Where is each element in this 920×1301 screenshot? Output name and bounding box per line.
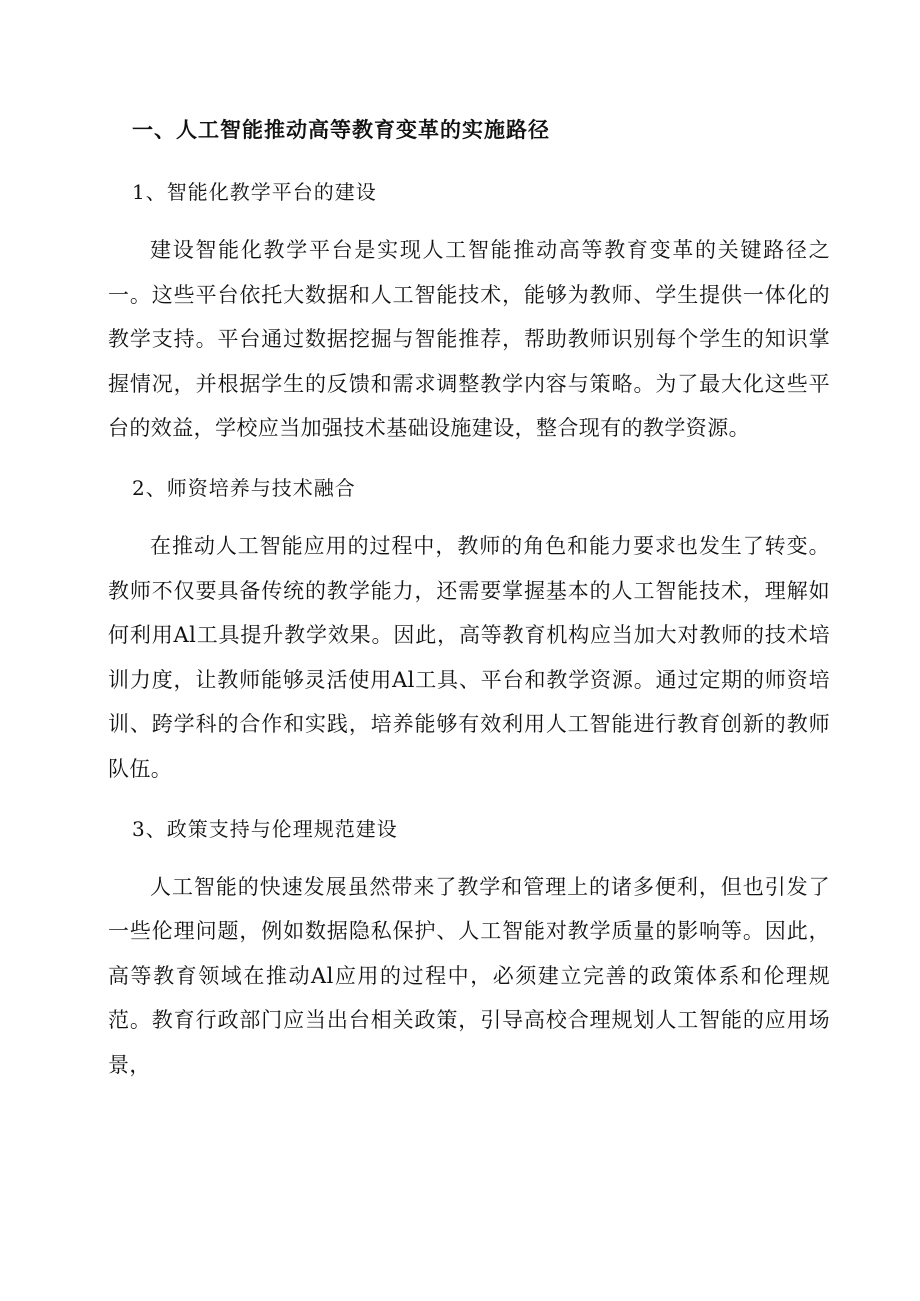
paragraph-platform: 建设智能化教学平台是实现人工智能推动高等教育变革的关键路径之一。这些平台依托大数据和人工智能技术，能够为教师、学生提供一体化的教学支持。平台通过数据挖掘与智能推荐，帮助教师识别每个学生的知识掌握情况，并根据学生的反馈和需求调整教学内容与策略。为了最大化这些平台的效益，学校应当加强技术基础设施建设，整合现有的教学资源。 bbox=[108, 238, 830, 441]
subsection-title-policy: 3、政策支持与伦理规范建设 bbox=[132, 816, 398, 841]
subsection-title-teachers: 2、师资培养与技术融合 bbox=[132, 475, 356, 500]
section-heading: 一、人工智能推动高等教育变革的实施路径 bbox=[132, 117, 550, 142]
document-body bbox=[108, 108, 830, 1103]
subsection-title-platform: 1、智能化教学平台的建设 bbox=[132, 180, 377, 204]
paragraph-policy: 人工智能的快速发展虽然带来了教学和管理上的诸多便利，但也引发了一些伦理问题，例如数据隐私保护、人工智能对教学质量的影响等。因此，高等教育领域在推动Al应用的过程中，必须建立完善的政策体系和伦理规范。教育行政部门应当出台相关政策，引导高校合理规划人工智能的应用场景， bbox=[108, 874, 830, 1077]
paragraph-teachers: 在推动人工智能应用的过程中，教师的角色和能力要求也发生了转变。教师不仅要具备传统的教学能力，还需要掌握基本的人工智能技术，理解如何利用Al工具提升教学效果。因此，高等教育机构应当加大对教师的技术培训力度，让教师能够灵活使用Al工具、平台和教学资源。通过定期的师资培训、跨学科的合作和实践，培养能够有效利用人工智能进行教育创新的教师队伍。 bbox=[108, 533, 830, 781]
